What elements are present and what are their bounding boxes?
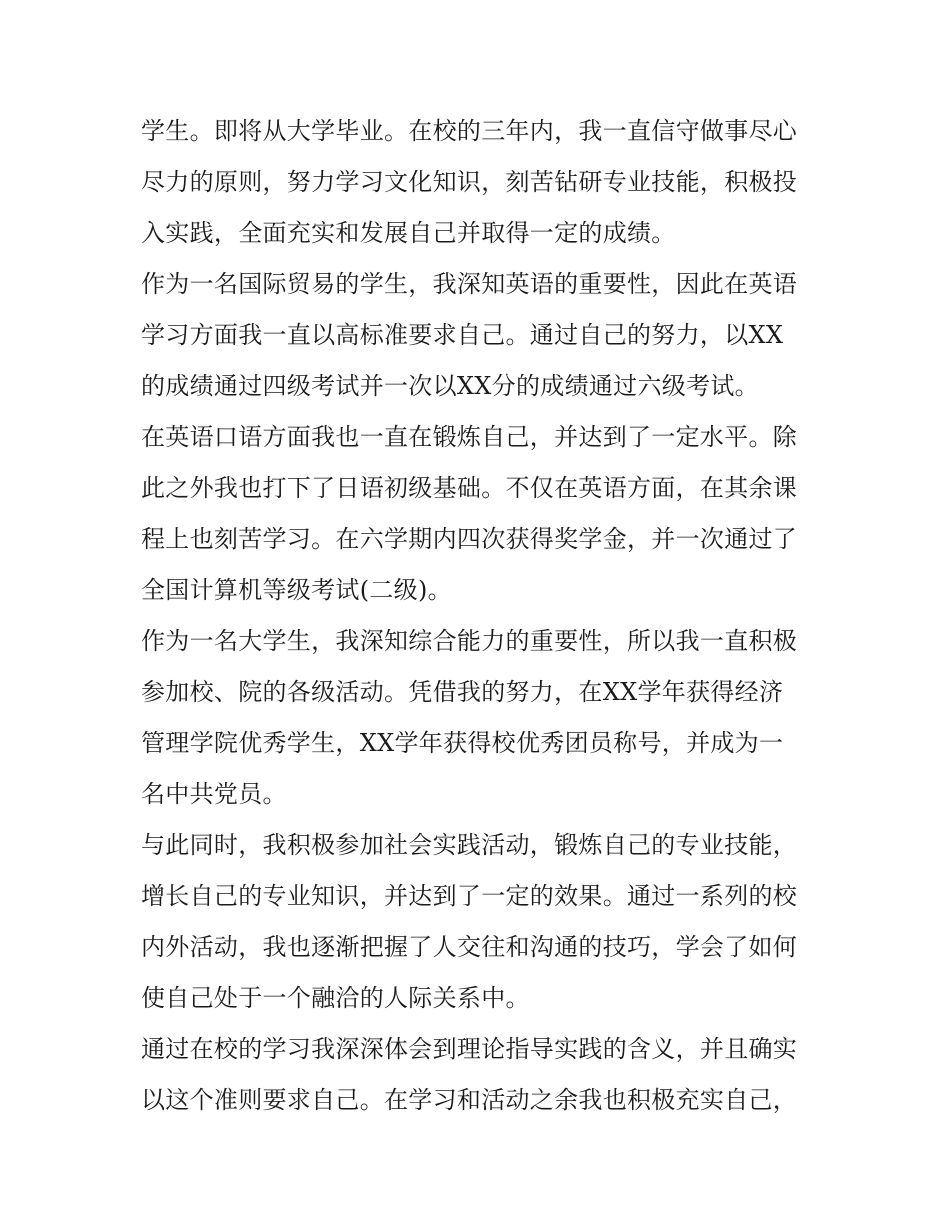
text-line: 在英语口语方面我也一直在锻炼自己，并达到了一定水平。除 bbox=[141, 423, 798, 451]
document-body bbox=[141, 106, 816, 1126]
text-line: 使自己处于一个融洽的人际关系中。 bbox=[141, 984, 530, 1012]
text-line: 此之外我也打下了日语初级基础。不仅在英语方面，在其余课 bbox=[141, 474, 798, 502]
text-line: 参加校、院的各级活动。凭借我的努力，在XX学年获得经济 bbox=[141, 678, 784, 706]
text-line: 以这个准则要求自己。在学习和活动之余我也积极充实自己， bbox=[141, 1086, 798, 1114]
text-line: 全国计算机等级考试(二级)。 bbox=[141, 576, 452, 604]
text-line: 作为一名国际贸易的学生，我深知英语的重要性，因此在英语 bbox=[141, 270, 798, 298]
text-line: 作为一名大学生，我深知综合能力的重要性，所以我一直积极 bbox=[141, 627, 798, 655]
text-line: 学习方面我一直以高标准要求自己。通过自己的努力，以XX bbox=[141, 321, 784, 349]
text-line: 管理学院优秀学生，XX学年获得校优秀团员称号，并成为一 bbox=[141, 729, 784, 757]
text-line: 名中共党员。 bbox=[141, 780, 287, 808]
text-line: 学生。即将从大学毕业。在校的三年内，我一直信守做事尽心 bbox=[141, 117, 798, 145]
text-line: 与此同时，我积极参加社会实践活动，锻炼自己的专业技能， bbox=[141, 831, 798, 859]
text-line: 的成绩通过四级考试并一次以XX分的成绩通过六级考试。 bbox=[141, 372, 759, 400]
text-line: 尽力的原则，努力学习文化知识，刻苦钻研专业技能，积极投 bbox=[141, 168, 798, 196]
text-line: 通过在校的学习我深深体会到理论指导实践的含义，并且确实 bbox=[141, 1035, 798, 1063]
text-line: 入实践，全面充实和发展自己并取得一定的成绩。 bbox=[141, 219, 676, 247]
text-line: 增长自己的专业知识，并达到了一定的效果。通过一系列的校 bbox=[141, 882, 798, 910]
text-line: 程上也刻苦学习。在六学期内四次获得奖学金，并一次通过了 bbox=[141, 525, 798, 553]
text-line: 内外活动，我也逐渐把握了人交往和沟通的技巧，学会了如何 bbox=[141, 933, 798, 961]
